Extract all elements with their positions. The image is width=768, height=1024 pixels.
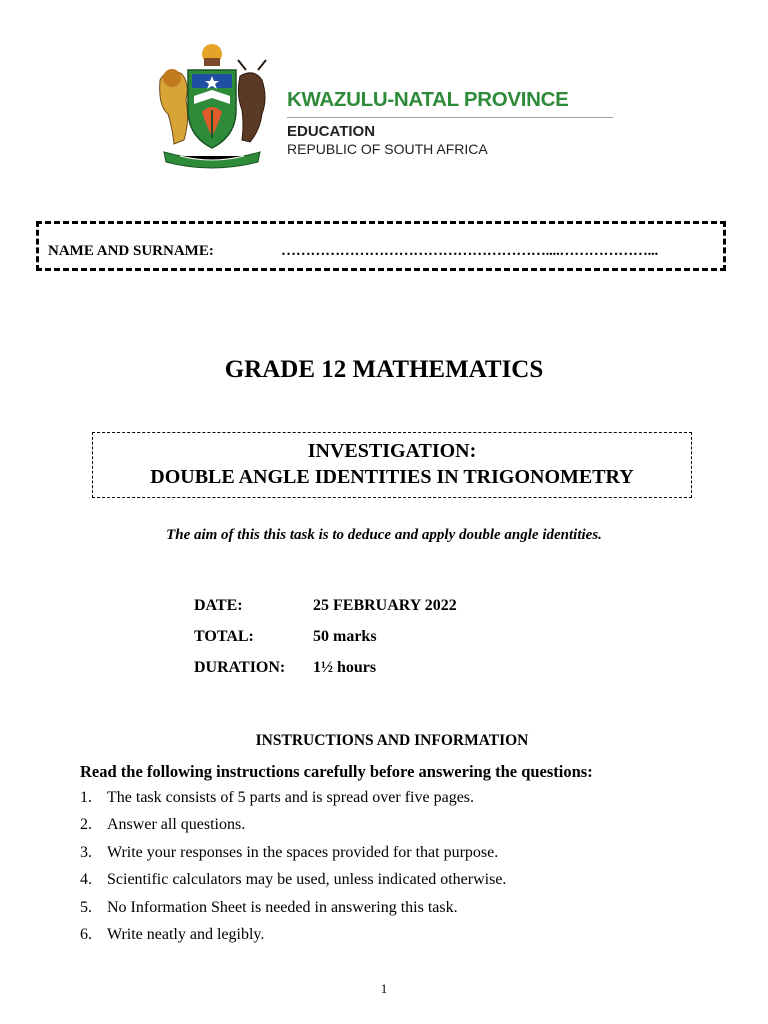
list-item-number: 1. (80, 789, 92, 806)
list-item-text: Scientific calculators may be used, unless indicated otherwise. (107, 871, 507, 888)
list-item (80, 789, 474, 807)
instructions-intro: Read the following instructions carefully before answering the questions: (80, 762, 593, 781)
duration-label: DURATION: (194, 659, 286, 676)
list-item-number: 4. (80, 871, 92, 888)
list-item-number: 2. (80, 816, 92, 833)
list-item (80, 871, 506, 889)
department-name: EDUCATION (287, 123, 376, 140)
list-item-text: Answer all questions. (107, 816, 246, 833)
date-label: DATE: (194, 597, 243, 614)
province-name: KWAZULU-NATAL PROVINCE (287, 88, 569, 111)
duration-value: 1½ hours (313, 659, 377, 676)
document-title: GRADE 12 MATHEMATICS (224, 356, 544, 383)
list-item (80, 844, 498, 862)
page-number: 1 (380, 981, 388, 996)
task-aim: The aim of this this task is to deduce and apply double angle identities. (166, 527, 602, 543)
investigation-topic: DOUBLE ANGLE IDENTITIES IN TRIGONOMETRY (150, 466, 634, 488)
list-item (80, 816, 245, 834)
date-value: 25 FEBRUARY 2022 (313, 597, 457, 614)
country-name: REPUBLIC OF SOUTH AFRICA (287, 141, 488, 157)
list-item-text: No Information Sheet is needed in answering this task. (107, 899, 458, 916)
name-field-input[interactable]: ………………………………………………....………………... (281, 243, 658, 259)
name-field-label: NAME AND SURNAME: (48, 243, 214, 259)
total-value: 50 marks (313, 628, 377, 645)
total-label: TOTAL: (194, 628, 254, 645)
coat-of-arms-icon (150, 40, 275, 170)
list-item (80, 926, 264, 944)
list-item-number: 6. (80, 926, 92, 943)
list-item-text: Write neatly and legibly. (107, 926, 265, 943)
list-item-text: The task consists of 5 parts and is spread over five pages. (107, 789, 475, 806)
header-divider (287, 117, 613, 118)
list-item-text: Write your responses in the spaces provided for that purpose. (107, 844, 499, 861)
list-item-number: 3. (80, 844, 92, 861)
investigation-label: INVESTIGATION: (307, 440, 477, 462)
instructions-heading: INSTRUCTIONS AND INFORMATION (255, 732, 529, 749)
list-item (80, 899, 458, 917)
list-item-number: 5. (80, 899, 92, 916)
